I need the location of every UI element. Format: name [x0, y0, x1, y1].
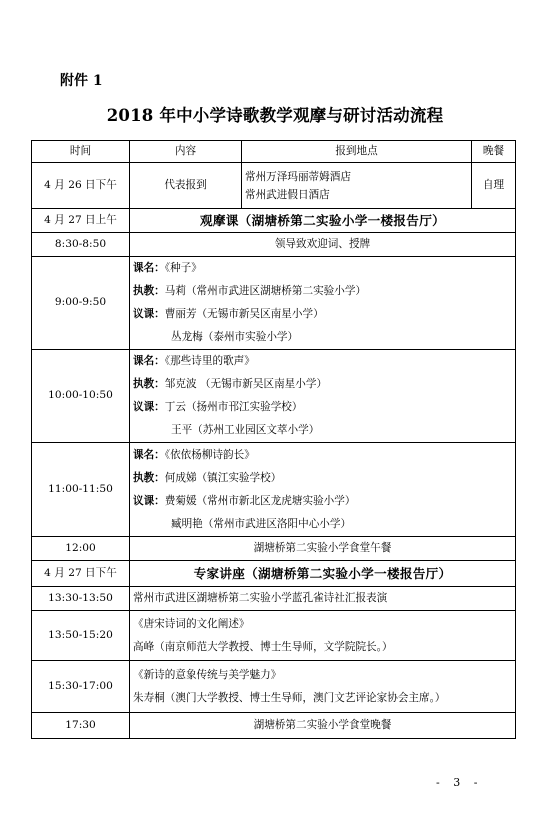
- reviewer-name: 臧明艳（常州市武进区洛阳中心小学）: [171, 517, 352, 530]
- lesson-time: 9:00-9:50: [32, 257, 130, 350]
- reviewer-name: 王平（苏州工业园区文萃小学）: [171, 424, 320, 436]
- reviewer-name: 丁云（扬州市邗江实验学校）: [164, 401, 303, 413]
- dinner-time: 17:30: [32, 713, 130, 739]
- teacher-label: 执教：: [133, 285, 165, 297]
- document-title: 2018 年中小学诗歌教学观摩与研讨活动流程: [106, 106, 444, 125]
- lecture-time: 13:50-15:20: [32, 611, 130, 661]
- lesson-row: [32, 443, 516, 537]
- lesson-row: [32, 257, 516, 350]
- reviewer-label: 议课：: [133, 308, 165, 320]
- lecture-row: [32, 661, 516, 713]
- lesson-details: [130, 257, 516, 350]
- checkin-dinner: 自理: [472, 163, 516, 209]
- checkin-time: 4 月 26 日下午: [32, 163, 130, 209]
- teacher-name: 邹克波 （无锡市新吴区南星小学）: [164, 378, 328, 390]
- header-content: 内容: [130, 141, 242, 163]
- lecture-topic: 《新诗的意象传统与美学魅力》: [133, 668, 282, 681]
- course-title: 《那些诗里的歌声》: [164, 355, 255, 367]
- lecture-topic: 《唐宋诗词的文化阐述》: [133, 617, 250, 630]
- course-title: 《种子》: [164, 262, 202, 274]
- afternoon-section-row: [32, 561, 516, 587]
- lecture-row: [32, 611, 516, 661]
- reviewer-label: 议课：: [133, 494, 165, 507]
- morning-section-title: 观摩课（湖塘桥第二实验小学一楼报告厅）: [130, 209, 516, 233]
- opening-row: [32, 233, 516, 257]
- reviewer-label: 议课：: [133, 401, 165, 413]
- course-title: 《依依杨柳诗韵长》: [164, 448, 255, 461]
- course-label: 课名：: [133, 448, 165, 461]
- page-number: - 3 -: [436, 776, 483, 789]
- lecture-details: [130, 661, 516, 713]
- lesson-details: [130, 350, 516, 443]
- dinner-content: 湖塘桥第二实验小学食堂晚餐: [130, 713, 516, 739]
- lunch-row: [32, 537, 516, 561]
- lesson-time: 11:00-11:50: [32, 443, 130, 537]
- course-label: 课名：: [133, 355, 165, 367]
- checkin-row: [32, 163, 516, 209]
- lecture-speaker: 朱寿桐（澳门大学教授、博士生导师，澳门文艺评论家协会主席。）: [133, 691, 446, 704]
- lecture-details: [130, 611, 516, 661]
- afternoon-section-title: 专家讲座（湖塘桥第二实验小学一楼报告厅）: [130, 561, 516, 587]
- teacher-name: 何成娣（镇江实验学校）: [164, 471, 282, 484]
- hotel-name: 常州万泽玛丽蒂姆酒店: [245, 170, 351, 183]
- teacher-label: 执教：: [133, 378, 165, 390]
- opening-time: 8:30-8:50: [32, 233, 130, 257]
- morning-time: 4 月 27 日上午: [32, 209, 130, 233]
- header-row: [32, 141, 516, 163]
- show-row: [32, 587, 516, 611]
- checkin-hotels: [242, 163, 472, 209]
- show-content: 常州市武进区湖塘桥第二实验小学蓝孔雀诗社汇报表演: [130, 587, 516, 611]
- reviewer-name: 曹丽芳（无锡市新吴区南星小学）: [164, 308, 324, 320]
- attachment-label: 附件 1: [60, 73, 103, 89]
- lesson-details: [130, 443, 516, 537]
- lunch-content: 湖塘桥第二实验小学食堂午餐: [130, 537, 516, 561]
- lecture-time: 15:30-17:00: [32, 661, 130, 713]
- header-location: 报到地点: [242, 141, 472, 163]
- header-time: 时间: [32, 141, 130, 163]
- schedule-table: [31, 140, 516, 739]
- teacher-label: 执教：: [133, 471, 165, 484]
- reviewer-name: 丛龙梅（泰州市实验小学）: [171, 331, 299, 343]
- lesson-time: 10:00-10:50: [32, 350, 130, 443]
- lesson-row: [32, 350, 516, 443]
- show-time: 13:30-13:50: [32, 587, 130, 611]
- dinner-row: [32, 713, 516, 739]
- morning-section-row: [32, 209, 516, 233]
- header-dinner: 晚餐: [472, 141, 516, 163]
- checkin-content: 代表报到: [130, 163, 242, 209]
- teacher-name: 马莉（常州市武进区湖塘桥第二实验小学）: [164, 285, 367, 297]
- hotel-name: 常州武进假日酒店: [245, 188, 330, 201]
- lunch-time: 12:00: [32, 537, 130, 561]
- opening-content: 领导致欢迎词、授牌: [130, 233, 516, 257]
- afternoon-time: 4 月 27 日下午: [32, 561, 130, 587]
- lecture-speaker: 高峰（南京师范大学教授、博士生导师，文学院院长。）: [133, 640, 393, 653]
- course-label: 课名：: [133, 262, 165, 274]
- reviewer-name: 费菊媛（常州市新北区龙虎塘实验小学）: [164, 494, 356, 507]
